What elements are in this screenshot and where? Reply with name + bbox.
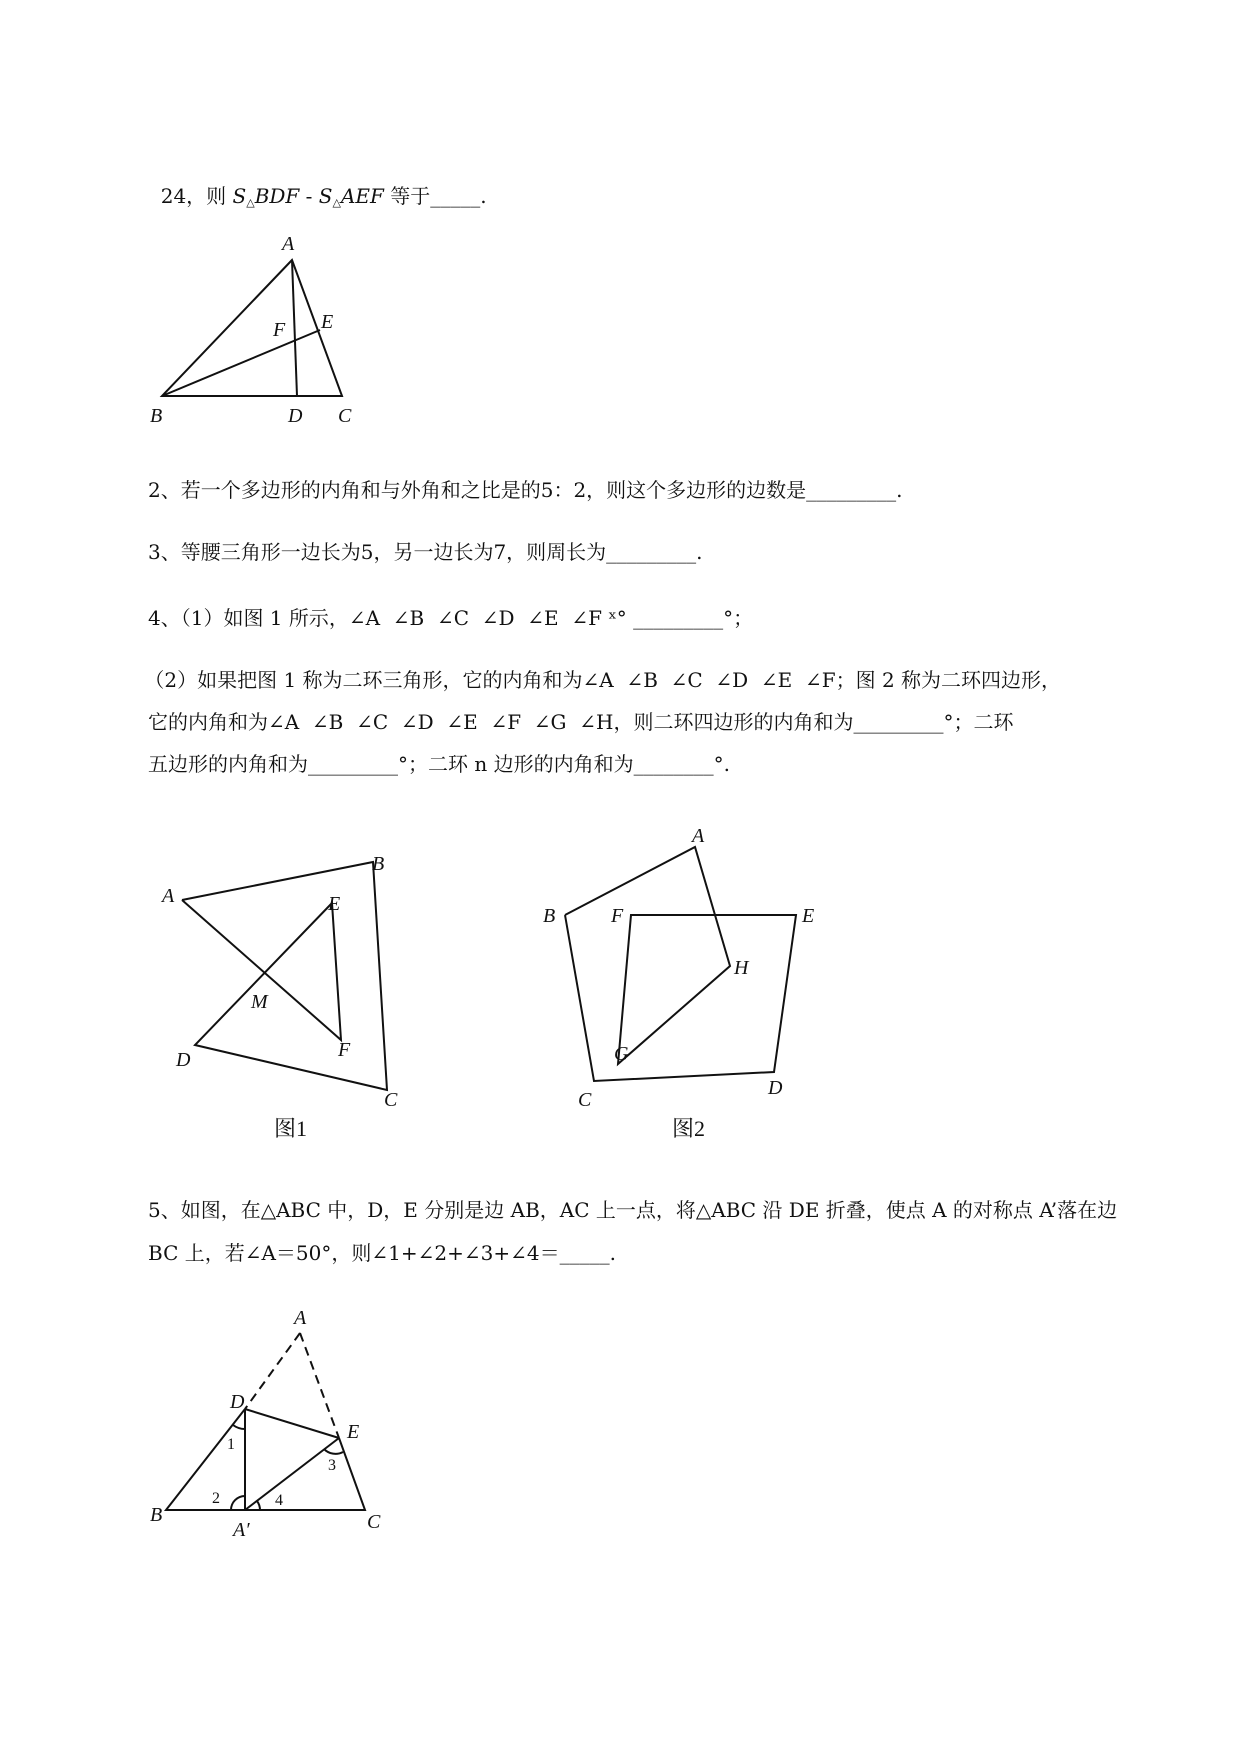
fig2-label-a: A (692, 825, 705, 847)
fig1-label-f: F (338, 1039, 351, 1061)
fig2-label-c: C (578, 1089, 592, 1111)
fig2-label-g: G (614, 1043, 629, 1065)
q4-part2-line3: 五边形的内角和为_________°；二环 n 边形的内角和为________°. (148, 752, 730, 776)
fig1-label-d: D (176, 1049, 191, 1071)
q2-text: 2、若一个多边形的内角和与外角和之比是的5：2，则这个多边形的边数是_________. (148, 478, 903, 502)
angle-arc-2 (231, 1496, 245, 1510)
fig2-label-b: B (543, 905, 556, 927)
q1-s1-tail: BDF (254, 184, 300, 208)
fig1-label-m: M (251, 991, 268, 1013)
angle-arc-1 (233, 1425, 245, 1429)
angle-arc-3 (324, 1449, 343, 1454)
fig1-label-b: B (372, 853, 385, 875)
angle-label-4: 4 (275, 1492, 283, 1509)
q1-suffix: 等于_____. (383, 184, 487, 208)
angle-label-3: 3 (328, 1457, 336, 1474)
dashed-ae (300, 1333, 339, 1438)
dashed-ad (245, 1333, 300, 1409)
q4-part2-line1: （2）如果把图 1 称为二环三角形，它的内角和为∠A ∠B ∠C ∠D ∠E ∠F；图 2 称为二环四边形， (138, 668, 1062, 692)
angle-arc-4 (257, 1501, 260, 1510)
q3-text: 3、等腰三角形一边长为5，另一边长为7，则周长为_________. (148, 540, 703, 564)
fig2-label-f: F (611, 905, 624, 927)
q5-label-d: D (230, 1391, 245, 1413)
q4-part1: 4、（1）如图 1 所示，∠A ∠B ∠C ∠D ∠E ∠F ˣ° _________°； (148, 606, 754, 630)
fig2-caption: 图2 (672, 1116, 706, 1141)
fig2-label-h: H (734, 957, 749, 979)
fig2-label-e: E (802, 905, 815, 927)
fig1-label-e: E (328, 893, 341, 915)
fold-de (245, 1409, 339, 1438)
q1-minus: - (299, 184, 319, 208)
q1-prefix: 24，则 (160, 184, 233, 208)
label-b: B (150, 405, 163, 427)
label-f: F (273, 319, 286, 341)
q1-s2-sub: △ (332, 196, 341, 209)
q1-s1-sub: △ (246, 196, 255, 209)
fig1-label-c: C (384, 1089, 398, 1111)
label-a: A (282, 233, 295, 255)
q1-s2: S (318, 184, 333, 208)
q5-line1: 5、如图，在△ABC 中，D，E 分别是边 AB，AC 上一点，将△ABC 沿 DE 折叠，使点 A 的对称点 A’落在边 (148, 1198, 1118, 1222)
fig2-label-d: D (768, 1077, 783, 1099)
q5-label-a-prime: A′ (233, 1519, 250, 1541)
q5-line2: BC 上，若∠A＝50°，则∠1+∠2+∠3+∠4＝_____. (148, 1241, 616, 1265)
angle-label-2: 2 (212, 1490, 220, 1507)
label-d: D (288, 405, 303, 427)
q1-s1: S (232, 184, 247, 208)
q5-label-b: B (150, 1504, 163, 1526)
label-c: C (338, 405, 352, 427)
fig1-label-a: A (162, 885, 175, 907)
fig1-caption: 图1 (274, 1116, 308, 1141)
q1-s2-tail: AEF (340, 184, 384, 208)
q5-label-a: A (294, 1307, 307, 1329)
label-e: E (321, 311, 334, 333)
q5-label-e: E (347, 1421, 360, 1443)
angle-label-1: 1 (227, 1436, 235, 1453)
q4-part2-line2: 它的内角和为∠A ∠B ∠C ∠D ∠E ∠F ∠G ∠H，则二环四边形的内角和为_________°；二环 (148, 710, 1014, 734)
q5-label-c: C (367, 1511, 381, 1533)
